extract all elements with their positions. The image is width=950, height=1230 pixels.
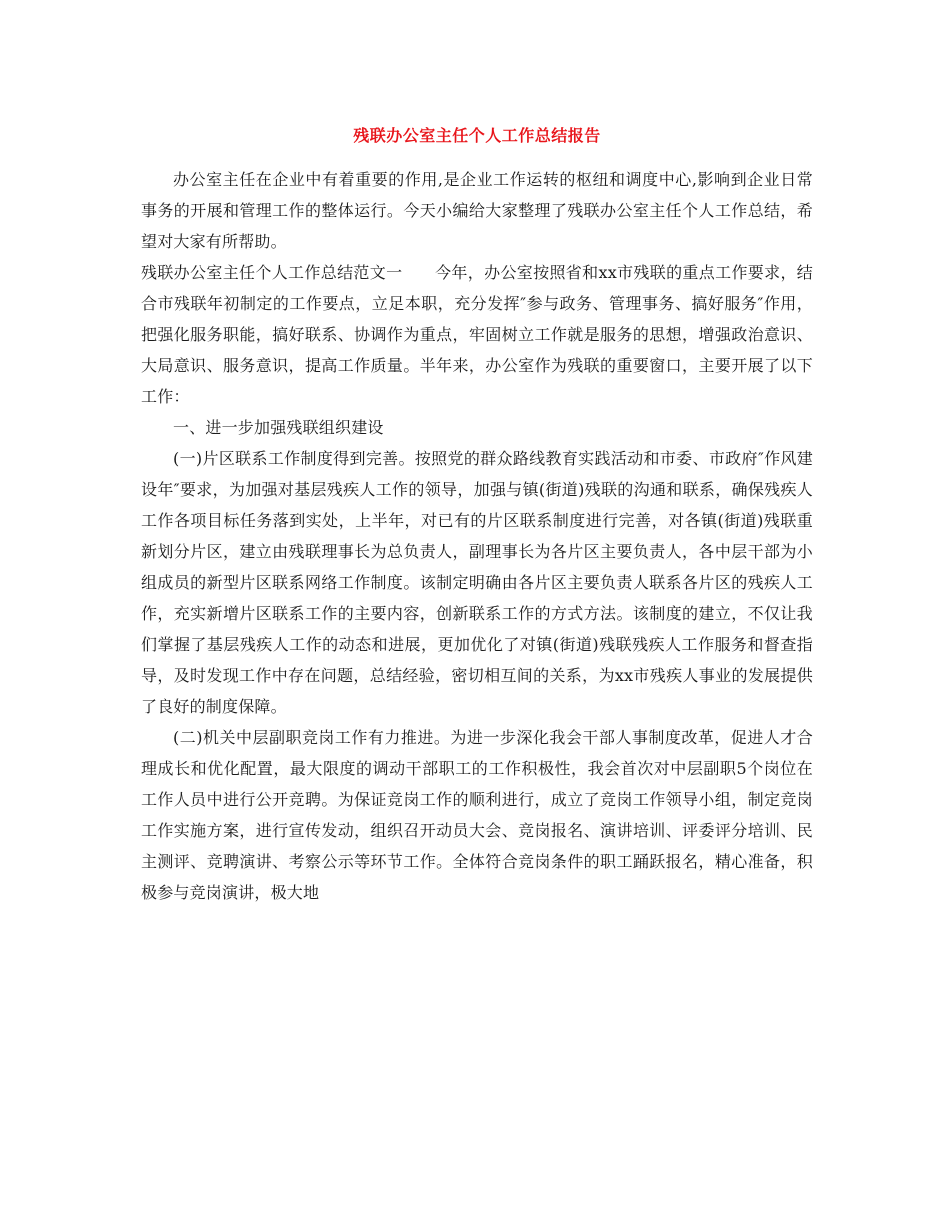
paragraph-intro: 办公室主任在企业中有着重要的作用,是企业工作运转的枢纽和调度中心,影响到企业日常事务的开展和管理工作的整体运行。今天小编给大家整理了残联办公室主任个人工作总结，希望对大家有所帮助。 — [141, 170, 813, 251]
paragraph-item-one: (一)片区联系工作制度得到完善。按照党的群众路线教育实践活动和市委、市政府″作风建设年″要求，为加强对基层残疾人工作的领导，加强与镇(街道)残联的沟通和联系，确保残疾人工作各项目标任务落到实处，上半年，对已有的片区联系制度进行完善，对各镇(街道)残联重新划分片区，建立由残联理事长为总负责人，副理事长为各片区主要负责人，各中层干部为小组成员的新型片区联系网络工作制度。该制定明确由各片区主要负责人联系各片区的残疾人工作，充实新增片区联系工作的主要内容，创新联系工作的方式方法。该制度的建立，不仅让我们掌握了基层残疾人工作的动态和进展，更加优化了对镇(街道)残联残疾人工作服务和督查指导，及时发现工作中存在问题，总结经验，密切相互间的关系，为xx市残疾人事业的发展提供了良好的制度保障。 — [141, 449, 813, 716]
document-body — [141, 164, 813, 908]
paragraph-sample-one: 残联办公室主任个人工作总结范文一 今年，办公室按照省和xx市残联的重点工作要求，结合市残联年初制定的工作要点，立足本职，充分发挥″参与政务、管理事务、搞好服务″作用，把强化服务职能，搞好联系、协调作为重点，牢固树立工作就是服务的思想，增强政治意识、大局意识、服务意识，提高工作质量。半年来，办公室作为残联的重要窗口，主要开展了以下工作： — [141, 263, 813, 406]
document-title: 残联办公室主任个人工作总结报告 — [353, 126, 601, 145]
paragraph-item-two: (二)机关中层副职竞岗工作有力推进。为进一步深化我会干部人事制度改革，促进人才合理成长和优化配置，最大限度的调动干部职工的工作积极性，我会首次对中层副职5个岗位在工作人员中进行公开竞聘。为保证竞岗工作的顺利进行，成立了竞岗工作领导小组，制定竞岗工作实施方案，进行宣传发动，组织召开动员大会、竞岗报名、演讲培训、评委评分培训、民主测评、竞聘演讲、考察公示等环节工作。全体符合竞岗条件的职工踊跃报名，精心准备，积极参与竞岗演讲，极大地 — [141, 728, 813, 902]
section-heading-one: 一、进一步加强残联组织建设 — [173, 418, 384, 437]
